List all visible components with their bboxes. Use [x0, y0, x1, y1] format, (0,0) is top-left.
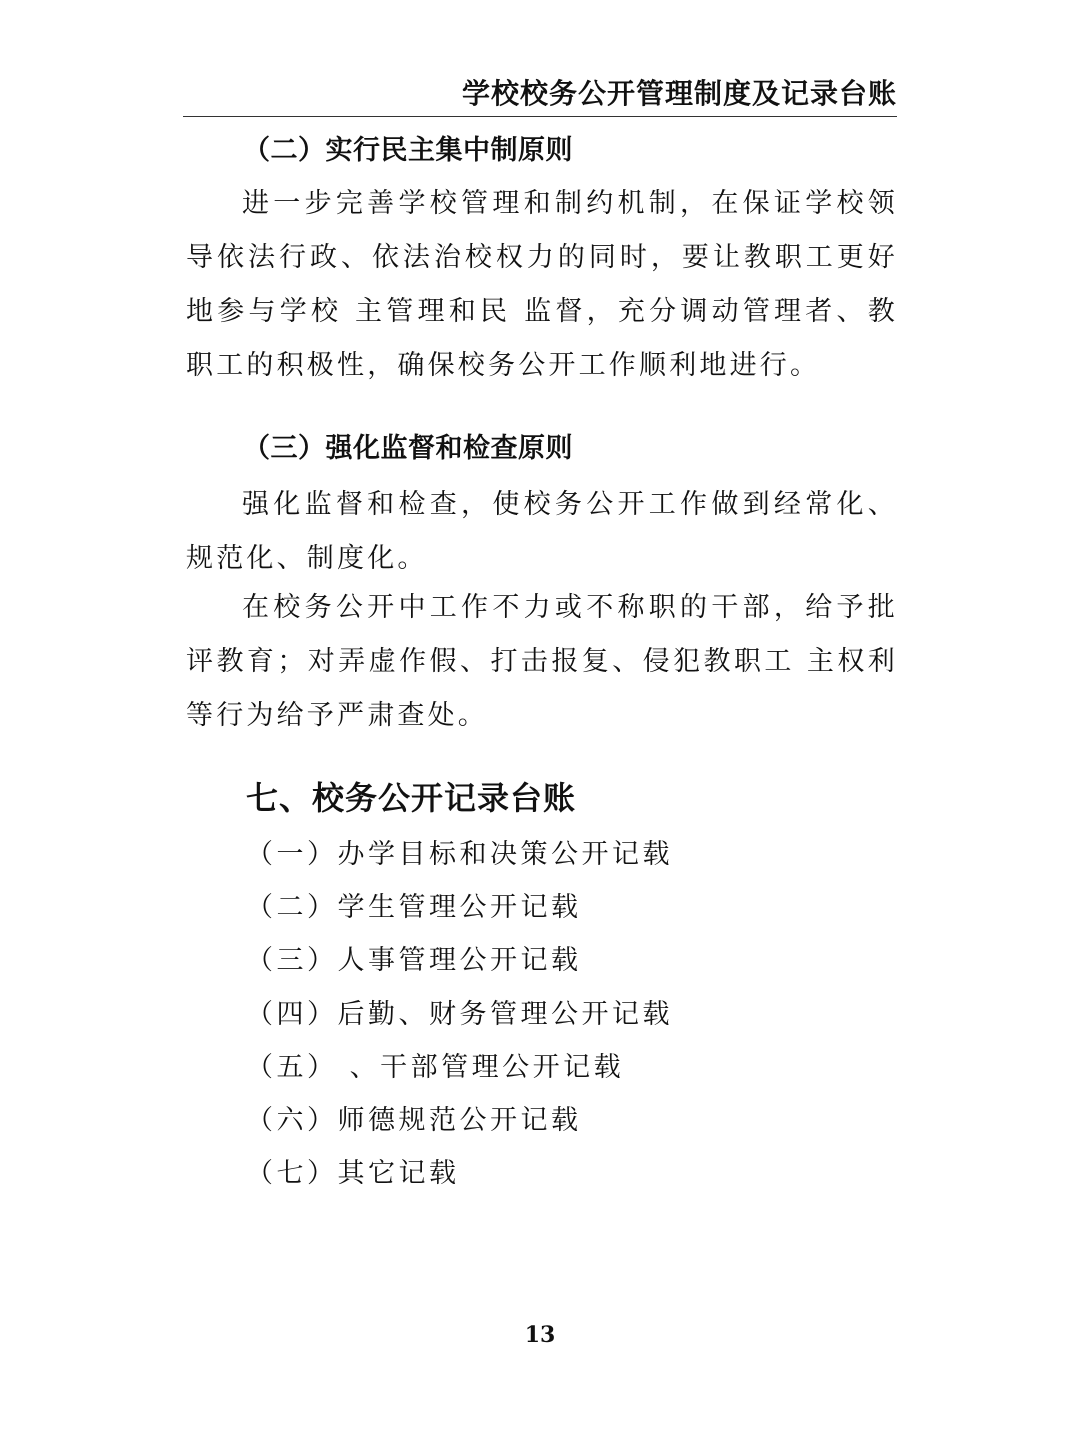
paragraph-democratic-centralism: 进一步完善学校管理和制约机制，在保证学校领导依法行政、依法治校权力的同时，要让教职工更好地参与学校 主管理和民 监督，充分调动管理者、教职工的积极性，确保校务公开工作顺利地进行。 — [186, 188, 898, 381]
list-item: （二）学生管理公开记载 — [246, 892, 582, 924]
paragraph-supervision-2: 在校务公开中工作不力或不称职的干部，给予批评教育；对弄虚作假、打击报复、侵犯教职工 主权利等行为给予严肃查处。 — [186, 592, 898, 731]
list-item: （三）人事管理公开记载 — [246, 945, 582, 977]
list-item: （六）师德规范公开记载 — [246, 1104, 582, 1136]
list-item: （五） 、干部管理公开记载 — [246, 1051, 625, 1083]
list-item: （四）后勤、财务管理公开记载 — [246, 998, 673, 1030]
record-ledger-list — [246, 828, 673, 1200]
subheading-democratic-centralism: （二）实行民主集中制原则 — [243, 135, 573, 166]
page-number: 13 — [524, 1322, 556, 1348]
section-title-record-ledger: 七、校务公开记录台账 — [246, 779, 577, 817]
paragraph-supervision-1: 强化监督和检查，使校务公开工作做到经常化、规范化、制度化。 — [186, 489, 898, 574]
list-item: （七）其它记载 — [246, 1158, 460, 1190]
list-item: （一）办学目标和决策公开记载 — [246, 839, 673, 870]
running-header-title: 学校校务公开管理制度及记录台账 — [461, 77, 897, 110]
subheading-supervision: （三）强化监督和检查原则 — [243, 433, 573, 464]
